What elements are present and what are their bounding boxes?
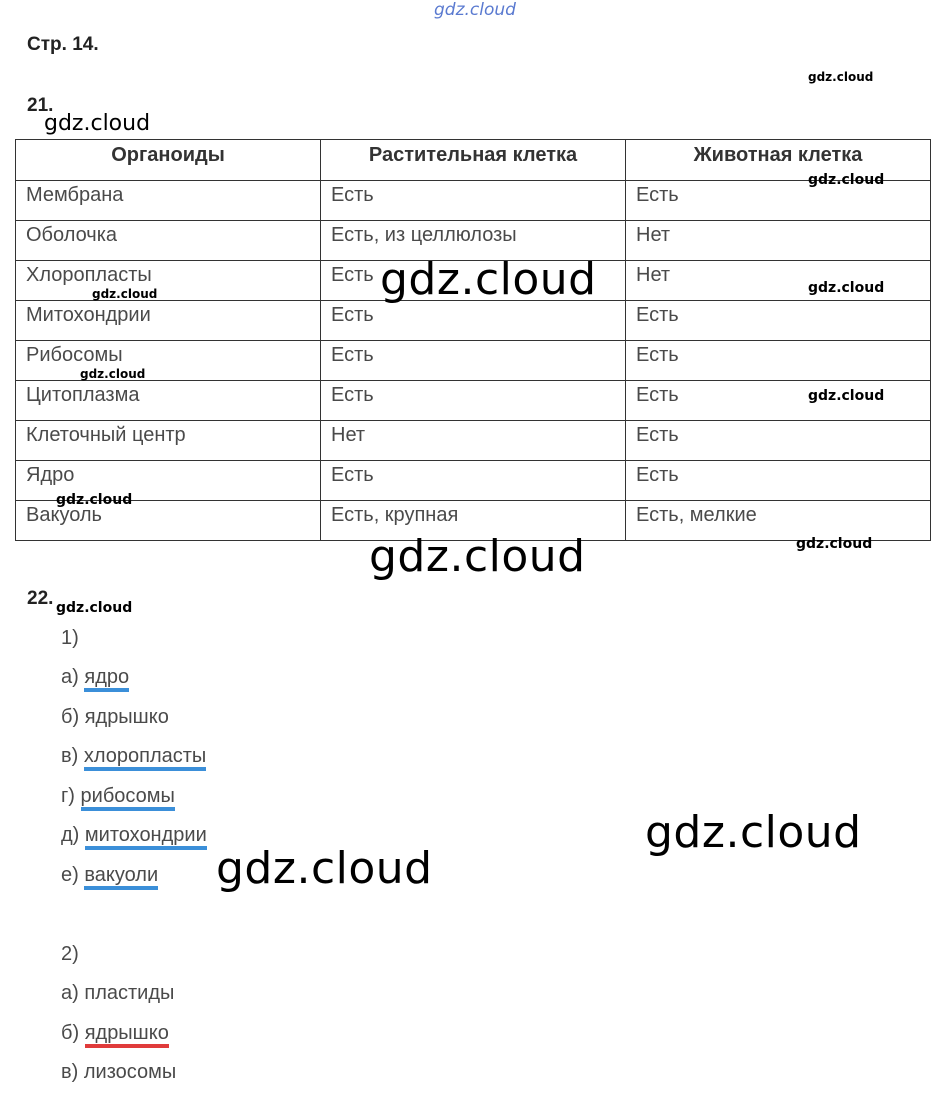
watermark: gdz.cloud xyxy=(369,531,586,582)
list-item: б) ядрышко xyxy=(61,1022,169,1045)
part-2-label: 2) xyxy=(61,943,79,965)
answer-text: митохондрии xyxy=(85,824,207,850)
table-cell: Есть xyxy=(626,301,931,341)
table-row xyxy=(16,381,931,421)
answer-text: ядро xyxy=(84,666,129,692)
table-cell: Есть xyxy=(626,341,931,381)
watermark: gdz.cloud xyxy=(56,600,133,616)
list-item: а) ядро xyxy=(61,666,129,689)
table-cell: Есть, мелкие xyxy=(626,501,931,541)
page-title: Стр. 14. xyxy=(27,34,99,55)
watermark: gdz.cloud xyxy=(796,536,873,552)
table-row xyxy=(16,461,931,501)
watermark: gdz.cloud xyxy=(380,254,597,305)
task-22-number: 22. xyxy=(27,588,54,609)
table-header-row xyxy=(16,140,931,181)
watermark: gdz.cloud xyxy=(434,0,516,20)
table-cell: Митохондрии xyxy=(16,301,321,341)
task-21-number: 21. xyxy=(27,95,54,116)
list-item: б) ядрышко xyxy=(61,706,169,728)
watermark: gdz.cloud xyxy=(92,287,158,301)
table-cell: Есть xyxy=(626,461,931,501)
table-cell: Есть xyxy=(321,341,626,381)
answer-text: ядрышко xyxy=(84,706,169,728)
list-item: г) рибосомы xyxy=(61,785,175,808)
part-1-label: 1) xyxy=(61,627,79,649)
table-cell: Есть, крупная xyxy=(321,501,626,541)
table-cell: Есть xyxy=(321,261,626,301)
table-cell: Нет xyxy=(321,421,626,461)
watermark: gdz.cloud xyxy=(44,111,151,136)
column-header: Растительная клетка xyxy=(321,140,626,181)
watermark: gdz.cloud xyxy=(645,807,862,858)
watermark: gdz.cloud xyxy=(808,388,885,404)
table-cell: Оболочка xyxy=(16,221,321,261)
table-row xyxy=(16,341,931,381)
list-item: в) лизосомы xyxy=(61,1061,177,1083)
table-row xyxy=(16,301,931,341)
table-cell: Хлоропласты xyxy=(16,261,321,301)
answer-text: ядрышко xyxy=(85,1022,169,1048)
list-item: е) вакуоли xyxy=(61,864,158,887)
list-item: д) митохондрии xyxy=(61,824,207,847)
column-header: Животная клетка xyxy=(626,140,931,181)
table-cell: Рибосомы xyxy=(16,341,321,381)
table-cell: Нет xyxy=(626,261,931,301)
watermark: gdz.cloud xyxy=(216,843,433,894)
watermark: gdz.cloud xyxy=(80,367,146,381)
watermark: gdz.cloud xyxy=(808,280,885,296)
table-cell: Ядро xyxy=(16,461,321,501)
list-item: а) пластиды xyxy=(61,982,175,1004)
table-cell: Есть xyxy=(626,381,931,421)
table-cell: Есть, из целлюлозы xyxy=(321,221,626,261)
table-cell: Есть xyxy=(626,181,931,221)
table-cell: Нет xyxy=(626,221,931,261)
table-cell: Вакуоль xyxy=(16,501,321,541)
list-item: в) хлоропласты xyxy=(61,745,206,768)
organoids-table xyxy=(15,139,931,541)
table-cell: Есть xyxy=(321,461,626,501)
table-cell: Цитоплазма xyxy=(16,381,321,421)
answer-text: хлоропласты xyxy=(84,745,206,771)
answer-text: вакуоли xyxy=(84,864,158,890)
table-cell: Клеточный центр xyxy=(16,421,321,461)
table-cell: Есть xyxy=(626,421,931,461)
table-cell: Есть xyxy=(321,181,626,221)
table-cell: Есть xyxy=(321,301,626,341)
watermark: gdz.cloud xyxy=(56,492,133,508)
table-row xyxy=(16,181,931,221)
watermark: gdz.cloud xyxy=(808,172,885,188)
table-row xyxy=(16,421,931,461)
column-header: Органоиды xyxy=(16,140,321,181)
table-cell: Есть xyxy=(321,381,626,421)
answer-text: пластиды xyxy=(84,982,175,1004)
table-cell: Мембрана xyxy=(16,181,321,221)
answer-text: лизосомы xyxy=(83,1061,177,1083)
answer-text: рибосомы xyxy=(81,785,175,811)
watermark: gdz.cloud xyxy=(808,70,874,84)
